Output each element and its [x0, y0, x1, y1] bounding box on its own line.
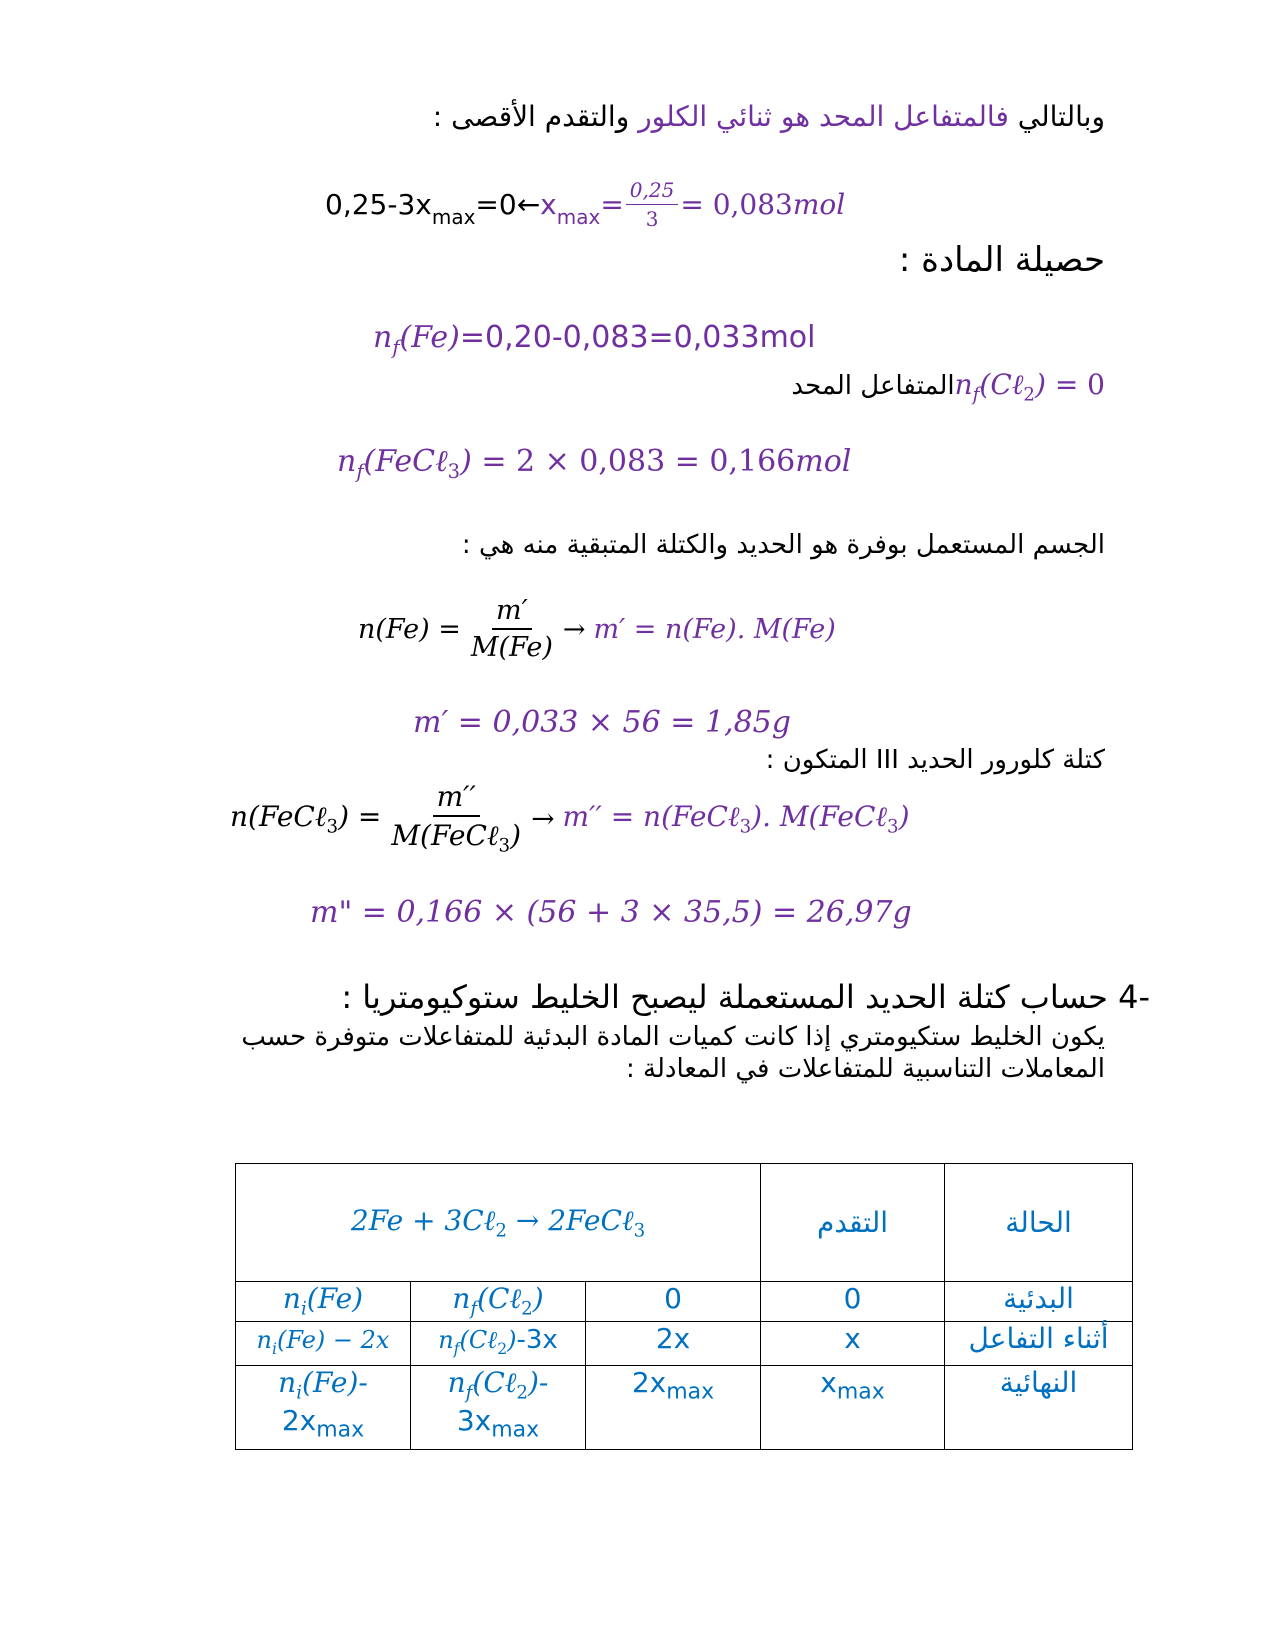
mass-fecl3-lhs-close: ) =: [338, 799, 382, 833]
table-row: [236, 1282, 1133, 1322]
row0-fe: [282, 1282, 364, 1320]
section-4-heading: [341, 978, 1150, 1016]
row1-fe-n: n: [256, 1326, 272, 1354]
row1-cl2-pre: (Cℓ: [459, 1326, 498, 1354]
table-cell-cl2: [411, 1282, 586, 1322]
limiting-part3: والتقدم الأقصى :: [432, 100, 639, 133]
table-cell-state: النهائية: [945, 1366, 1133, 1450]
mass-fecl3-den-wrap: [387, 817, 525, 857]
mass-fecl3-rhs-end: ): [898, 799, 910, 833]
nf-fe-n: n: [373, 320, 393, 355]
row1-cl2-n: n: [438, 1326, 454, 1354]
table-eq-arrow: →: [506, 1203, 549, 1237]
row0-cl2: [452, 1282, 544, 1320]
mass-fecl3-rhs-sub: 3: [739, 816, 752, 838]
nf-cl2-sub2: 2: [1023, 384, 1035, 406]
row2-cl2-l2-sub: max: [491, 1417, 540, 1443]
stoich-text-line1: يكون الخليط ستكيومتري إذا كانت كميات المادة البدئية للمتفاعلات متوفرة حسب: [241, 1022, 1105, 1052]
row1-cl2: [438, 1326, 517, 1358]
xmax-fraction: [626, 178, 679, 231]
stoich-text-line2: المعاملات التناسبية للمتفاعلات في المعادلة :: [626, 1054, 1105, 1084]
mass-fecl3-rhs: [563, 800, 910, 838]
nf-fe-unit: mol: [759, 320, 816, 355]
table-cell-x: x: [761, 1322, 945, 1366]
table-header-state: الحالة: [945, 1164, 1133, 1282]
row0-fe-pre: (Fe): [306, 1282, 364, 1315]
table-header-row: [236, 1164, 1133, 1282]
row0-cl2-pre: (Cℓ: [477, 1282, 522, 1315]
limiting-part2: فالمتفاعل المحد هو ثنائي الكلور: [638, 100, 1009, 133]
mass-fecl3-value-text: m" = 0,166 × (56 + 3 × 35,5) = 26,97: [310, 895, 893, 930]
table-cell-fecl3: 2x: [586, 1322, 761, 1366]
section-4-number: -4: [1118, 978, 1150, 1016]
table-cell-cl2: [411, 1322, 586, 1366]
row2-fe-s: i: [296, 1382, 303, 1404]
row2-cl2-s: f: [465, 1382, 473, 1404]
row2-fe-line2: [236, 1404, 410, 1443]
xmax-x: x: [540, 188, 557, 221]
nf-fecl3-sub: f: [356, 460, 364, 483]
nf-fecl3-n: n: [337, 444, 357, 479]
table-cell-x: [761, 1366, 945, 1450]
nf-cl2-sub: f: [972, 384, 980, 406]
fecl3-mass-text: كتلة كلورور الحديد III المتكون :: [765, 745, 1105, 775]
mass-fecl3-rhs-start: m′′ = n(FeCℓ: [562, 799, 740, 833]
mass-fecl3-rhs-sub2: 3: [887, 816, 899, 838]
nf-fecl3-open: (FeCℓ: [363, 444, 448, 479]
mass-fe-den: M(Fe): [470, 632, 553, 663]
xmax-unit: mol: [792, 188, 846, 221]
nf-fecl3-unit: mol: [795, 444, 852, 479]
row1-fe-s: i: [272, 1339, 277, 1358]
table-eq-a: 2Fe + 3Cℓ: [350, 1203, 496, 1237]
nf-fecl3-close: ): [460, 444, 472, 479]
mass-fecl3-num: m′′: [433, 780, 480, 817]
nf-fecl3-value: = 2 × 0,083 = 0,166: [471, 444, 796, 479]
row1-cl2-sub: 2: [497, 1339, 508, 1358]
row2-cl2-sub: 2: [516, 1382, 528, 1404]
row2-x-sub: max: [836, 1379, 885, 1405]
table-cell-fe: [236, 1322, 411, 1366]
xmax-lhs: 0,25-3x: [325, 188, 432, 221]
progress-table: [235, 1163, 1133, 1450]
table-cell-fecl3: 0: [586, 1282, 761, 1322]
xmax-sub-1: max: [431, 205, 476, 229]
mass-fecl3-den-close: ): [510, 819, 522, 852]
row1-fe: [256, 1326, 390, 1358]
nf-cl2-n: n: [954, 368, 973, 401]
row2-cl2-post: )-: [527, 1366, 549, 1399]
mass-fecl3-lhs-wrap: [230, 800, 381, 838]
row2-fe-n: n: [278, 1366, 297, 1399]
table-eq-a-sub: 2: [495, 1220, 507, 1242]
table-cell-x: 0: [761, 1282, 945, 1322]
row2-fe-l2-sub: max: [316, 1417, 365, 1443]
mass-fecl3-arrow: →: [531, 801, 555, 835]
table-cell-state: البدئية: [945, 1282, 1133, 1322]
xmax-eq: =: [600, 188, 624, 221]
nf-cl2-line: [791, 368, 1105, 406]
nf-cl2-label: المتفاعل المحد: [791, 371, 955, 401]
mass-fe-equation: [358, 595, 836, 663]
mass-fe-lhs: n(Fe) =: [358, 613, 461, 645]
mass-fe-value: [413, 705, 791, 740]
nf-cl2-math: [955, 368, 1105, 406]
xmax-frac-den: 3: [645, 207, 659, 231]
row2-cl2-line2: [411, 1404, 585, 1443]
table-equation: [350, 1203, 646, 1242]
nf-cl2-value: = 0: [1045, 368, 1105, 401]
excess-reagent-text: الجسم المستعمل بوفرة هو الحديد والكتلة المتبقية منه هي :: [461, 530, 1105, 560]
row2-x-main: x: [820, 1366, 837, 1399]
row2-fecl3-main: 2x: [631, 1366, 667, 1399]
row0-cl2-n: n: [452, 1282, 471, 1315]
nf-fe-species: (Fe): [399, 320, 460, 355]
nf-cl2-open: (Cℓ: [979, 368, 1024, 401]
section-4-title: حساب كتلة الحديد المستعملة ليصبح الخليط ستوكيومتريا :: [341, 978, 1108, 1016]
mass-fe-fraction: [467, 595, 557, 663]
nf-fecl3-line: [337, 444, 851, 483]
table-eq-b: 2FeCℓ: [548, 1203, 634, 1237]
table-header-progress: التقدم: [761, 1164, 945, 1282]
table-cell-fe: [236, 1366, 411, 1450]
row0-fe-s: i: [300, 1298, 307, 1320]
row0-cl2-post: ): [532, 1282, 544, 1315]
row2-fe-l2: 2x: [281, 1403, 317, 1437]
mass-fe-value-text: m′ = 0,033 × 56 = 1,85: [413, 705, 772, 740]
mass-fecl3-value: [310, 895, 912, 930]
row1-cl2-s: f: [453, 1339, 460, 1358]
mass-fe-arrow: →: [562, 613, 586, 645]
mass-fecl3-den-sub: 3: [498, 835, 511, 857]
row2-fecl3-sub: max: [666, 1379, 715, 1405]
table-cell-cl2: [411, 1366, 586, 1450]
mass-fecl3-den-open: M(FeCℓ: [391, 819, 499, 852]
xmax-rhs: = 0,083: [680, 188, 793, 221]
mass-fecl3-fraction: [387, 780, 525, 857]
mass-fecl3-rhs-mid: ). M(FeCℓ: [751, 799, 888, 833]
row1-fe-pre: (Fe) − 2x: [277, 1326, 390, 1354]
mass-fecl3-equation: [230, 780, 910, 857]
row1-cl2-tail: -3x: [516, 1325, 558, 1355]
table-cell-fe: [236, 1282, 411, 1322]
table-eq-b-sub: 3: [633, 1220, 646, 1242]
row2-cl2-line1: [411, 1366, 585, 1404]
row2-cl2-pre: (Cℓ: [472, 1366, 517, 1399]
table-cell-state: أثناء التفاعل: [945, 1322, 1133, 1366]
limiting-part1: وبالتالي: [1008, 100, 1105, 133]
table-row: [236, 1322, 1133, 1366]
mass-fecl3-lhs: n(FeCℓ: [230, 799, 327, 833]
row0-cl2-s: f: [470, 1298, 478, 1320]
limiting-reagent-line: [433, 100, 1105, 133]
xmax-eq-zero: =0←: [475, 188, 541, 221]
row0-fe-n: n: [282, 1282, 301, 1315]
mass-fecl3-value-unit: g: [892, 895, 912, 930]
xmax-sub-2: max: [556, 205, 601, 229]
row2-fe-line1: [236, 1366, 410, 1404]
nf-fe-value: =0,20-0,083=0,033: [459, 320, 760, 355]
nf-fe-sub: f: [392, 336, 400, 359]
mass-fe-rhs: m′ = n(Fe). M(Fe): [593, 613, 836, 645]
final-amounts-heading: حصيلة المادة :: [898, 240, 1105, 280]
table-row: [236, 1366, 1133, 1450]
nf-fe-line: [373, 320, 815, 359]
table-equation-cell: [236, 1164, 761, 1282]
row0-cl2-sub: 2: [521, 1298, 533, 1320]
mass-fecl3-lhs-sub: 3: [326, 816, 339, 838]
xmax-equation: [325, 178, 845, 231]
xmax-frac-num: 0,25: [626, 178, 679, 205]
row1-cl2-post: ): [507, 1326, 517, 1354]
nf-fecl3-sub2: 3: [447, 460, 461, 483]
table-cell-fecl3: [586, 1366, 761, 1450]
nf-cl2-close: ): [1034, 368, 1046, 401]
row2-cl2-n: n: [447, 1366, 466, 1399]
mass-fe-num: m′: [492, 595, 532, 630]
row2-fe-pre: (Fe)-: [302, 1366, 368, 1399]
mass-fe-value-unit: g: [771, 705, 791, 740]
row2-cl2-l2: 3x: [456, 1403, 492, 1437]
